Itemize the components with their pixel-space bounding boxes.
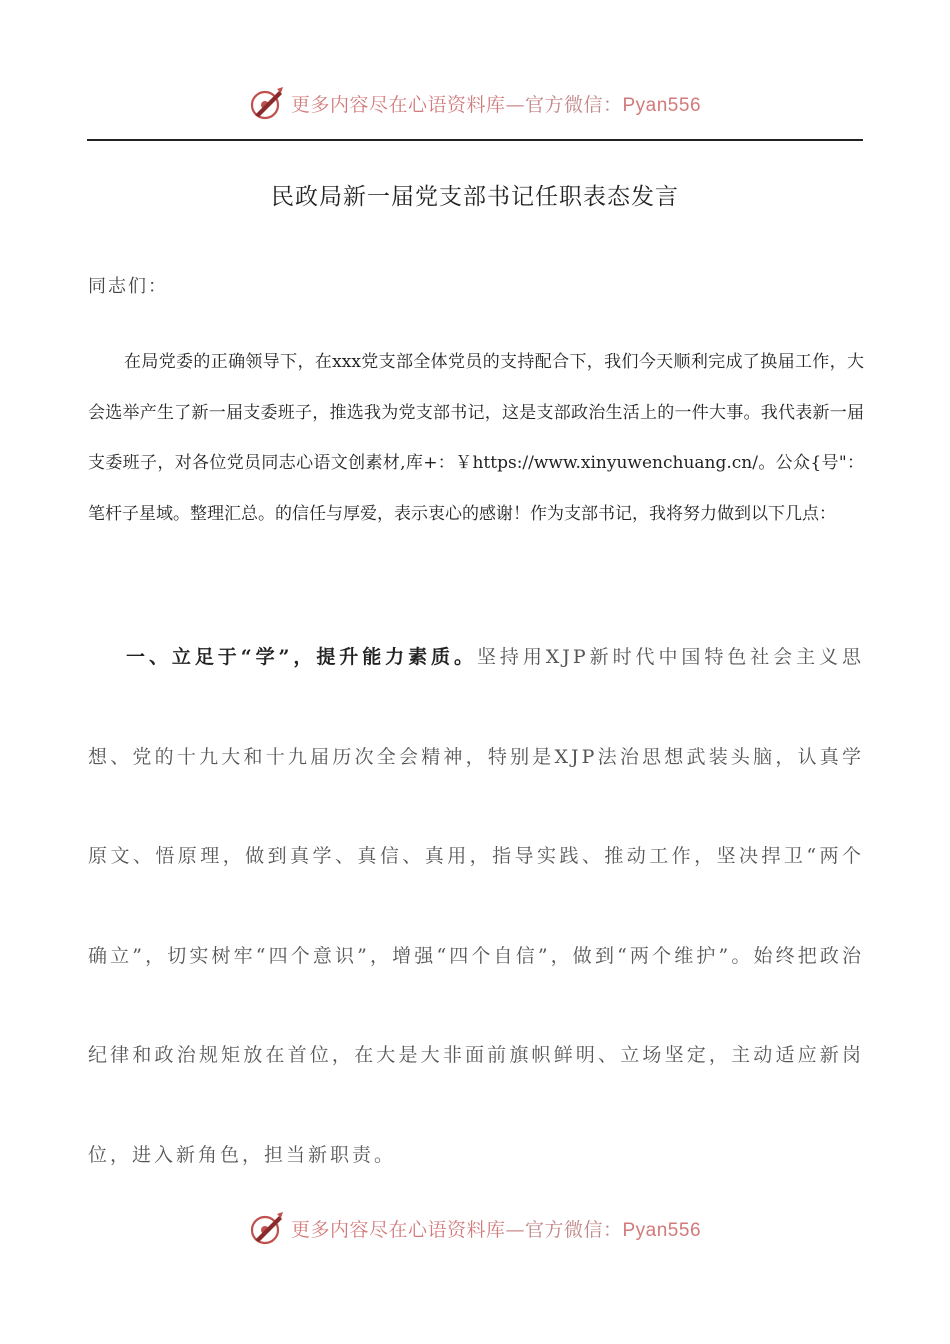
header-banner-main: 更多内容尽在心语资料库 (290, 93, 506, 116)
section-one-heading: 一、立足于“学”，提升能力素质。 (126, 646, 477, 668)
header-banner (0, 83, 950, 123)
quill-logo-icon (249, 85, 285, 121)
salutation: 同志们： (88, 276, 168, 297)
footer-banner-text (291, 1215, 701, 1242)
footer-banner (0, 1208, 950, 1248)
quill-logo-icon (249, 1210, 285, 1246)
header-banner-label: 官方微信： (524, 93, 623, 116)
document-title: 民政局新一届党支部书记任职表态发言 (271, 184, 679, 210)
header-banner-id: Pyan556 (622, 94, 702, 116)
header-divider (87, 139, 863, 141)
header-banner-text (291, 90, 701, 117)
footer-banner-sep: — (505, 1218, 525, 1241)
footer-banner-id: Pyan556 (622, 1219, 702, 1241)
opening-paragraph: 在局党委的正确领导下，在xxx党支部全体党员的支持配合下，我们今天顺利完成了换届工作，大会选举产生了新一届支委班子，推选我为党支部书记，这是支部政治生活上的一件大事。我代表新一届支委班子，对各位党员同志心语文创素材,库+：￥https://www.xinyuwenchuang.cn/。公众{号"：笔杆子星域。整理汇总。的信任与厚爱，表示衷心的感谢！作为支部书记，我将努力做到以下几点： (88, 352, 864, 524)
section-one-paragraph (88, 608, 864, 1206)
header-banner-sep: — (505, 93, 525, 116)
footer-banner-label: 官方微信： (524, 1218, 623, 1241)
footer-banner-main: 更多内容尽在心语资料库 (290, 1218, 506, 1241)
section-one-body: 坚持用XJP新时代中国特色社会主义思想、党的十九大和十九届历次全会精神，特别是XJP法治思想武装头脑，认真学原文、悟原理，做到真学、真信、真用，指导实践、推动工作，坚决捍卫“两个确立”，切实树牢“四个意识”，增强“四个自信”，做到“两个维护”。始终把政治纪律和政治规矩放在首位，在大是大非面前旗帜鲜明、立场坚定，主动适应新岗位，进入新角色，担当新职责。 (88, 646, 864, 1166)
